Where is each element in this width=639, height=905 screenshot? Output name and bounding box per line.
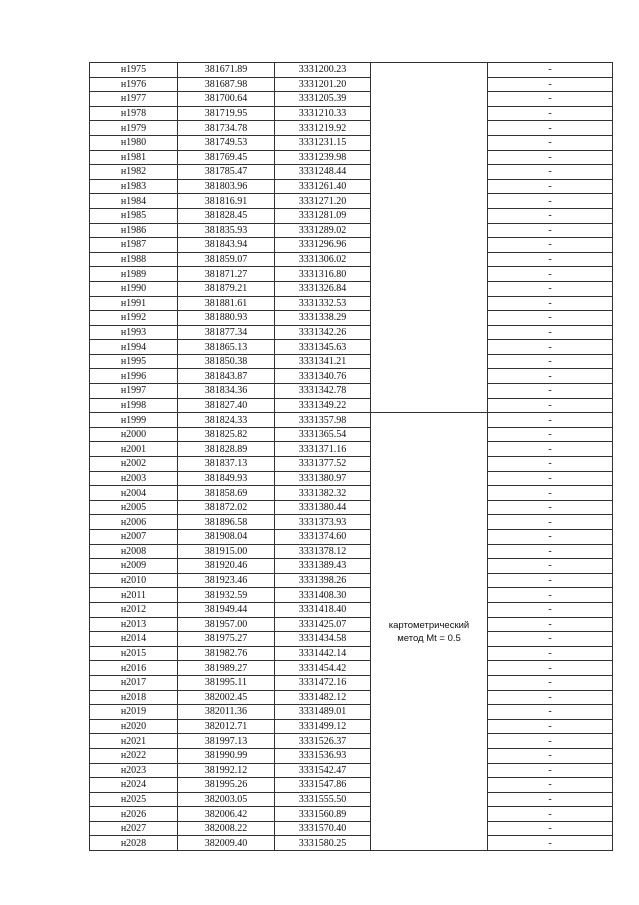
y-coordinate-cell: 3331261.40 xyxy=(275,179,371,194)
x-coordinate-cell: 381871.27 xyxy=(178,267,275,282)
point-id-cell: н2019 xyxy=(90,705,178,720)
note-cell: - xyxy=(488,690,613,705)
table-row xyxy=(90,763,613,778)
point-id-cell: н1977 xyxy=(90,92,178,107)
x-coordinate-cell: 381785.47 xyxy=(178,165,275,180)
note-cell: - xyxy=(488,821,613,836)
point-id-cell: н2028 xyxy=(90,836,178,851)
point-id-cell: н1999 xyxy=(90,413,178,428)
point-id-cell: н2001 xyxy=(90,442,178,457)
x-coordinate-cell: 381881.61 xyxy=(178,296,275,311)
y-coordinate-cell: 3331271.20 xyxy=(275,194,371,209)
y-coordinate-cell: 3331341.21 xyxy=(275,354,371,369)
method-cell xyxy=(371,63,488,413)
y-coordinate-cell: 3331231.15 xyxy=(275,135,371,150)
x-coordinate-cell: 381843.94 xyxy=(178,238,275,253)
y-coordinate-cell: 3331425.07 xyxy=(275,617,371,632)
note-cell: - xyxy=(488,500,613,515)
x-coordinate-cell: 381997.13 xyxy=(178,734,275,749)
x-coordinate-cell: 381859.07 xyxy=(178,252,275,267)
point-id-cell: н2022 xyxy=(90,748,178,763)
y-coordinate-cell: 3331326.84 xyxy=(275,281,371,296)
note-cell: - xyxy=(488,705,613,720)
table-row xyxy=(90,515,613,530)
table-row xyxy=(90,63,613,78)
x-coordinate-cell: 381769.45 xyxy=(178,150,275,165)
note-cell: - xyxy=(488,544,613,559)
x-coordinate-cell: 382012.71 xyxy=(178,719,275,734)
x-coordinate-cell: 381949.44 xyxy=(178,602,275,617)
y-coordinate-cell: 3331374.60 xyxy=(275,530,371,545)
point-id-cell: н2026 xyxy=(90,807,178,822)
note-cell: - xyxy=(488,734,613,749)
table-row xyxy=(90,92,613,107)
point-id-cell: н2024 xyxy=(90,778,178,793)
point-id-cell: н2007 xyxy=(90,530,178,545)
y-coordinate-cell: 3331365.54 xyxy=(275,427,371,442)
point-id-cell: н1996 xyxy=(90,369,178,384)
x-coordinate-cell: 381835.93 xyxy=(178,223,275,238)
note-cell: - xyxy=(488,602,613,617)
table-row xyxy=(90,208,613,223)
table-row xyxy=(90,778,613,793)
x-coordinate-cell: 382002.45 xyxy=(178,690,275,705)
point-id-cell: н2009 xyxy=(90,559,178,574)
x-coordinate-cell: 381880.93 xyxy=(178,311,275,326)
method-cell xyxy=(371,413,488,851)
table-row xyxy=(90,530,613,545)
table-row xyxy=(90,792,613,807)
y-coordinate-cell: 3331408.30 xyxy=(275,588,371,603)
point-id-cell: н1983 xyxy=(90,179,178,194)
x-coordinate-cell: 381700.64 xyxy=(178,92,275,107)
y-coordinate-cell: 3331373.93 xyxy=(275,515,371,530)
point-id-cell: н1975 xyxy=(90,63,178,78)
note-cell: - xyxy=(488,106,613,121)
table-row xyxy=(90,311,613,326)
y-coordinate-cell: 3331205.39 xyxy=(275,92,371,107)
table-row xyxy=(90,398,613,413)
note-cell: - xyxy=(488,748,613,763)
note-cell: - xyxy=(488,325,613,340)
x-coordinate-cell: 381849.93 xyxy=(178,471,275,486)
y-coordinate-cell: 3331296.96 xyxy=(275,238,371,253)
point-id-cell: н1979 xyxy=(90,121,178,136)
x-coordinate-cell: 381932.59 xyxy=(178,588,275,603)
point-id-cell: н2027 xyxy=(90,821,178,836)
x-coordinate-cell: 381749.53 xyxy=(178,135,275,150)
table-row xyxy=(90,384,613,399)
x-coordinate-cell: 381908.04 xyxy=(178,530,275,545)
point-id-cell: н1995 xyxy=(90,354,178,369)
coordinates-table xyxy=(89,62,613,851)
point-id-cell: н1988 xyxy=(90,252,178,267)
y-coordinate-cell: 3331200.23 xyxy=(275,63,371,78)
note-cell: - xyxy=(488,238,613,253)
y-coordinate-cell: 3331398.26 xyxy=(275,573,371,588)
point-id-cell: н2016 xyxy=(90,661,178,676)
y-coordinate-cell: 3331338.29 xyxy=(275,311,371,326)
point-id-cell: н1998 xyxy=(90,398,178,413)
x-coordinate-cell: 381920.46 xyxy=(178,559,275,574)
point-id-cell: н1997 xyxy=(90,384,178,399)
point-id-cell: н2015 xyxy=(90,646,178,661)
note-cell: - xyxy=(488,763,613,778)
table-row xyxy=(90,325,613,340)
table-row xyxy=(90,573,613,588)
table-row xyxy=(90,748,613,763)
note-cell: - xyxy=(488,63,613,78)
note-cell: - xyxy=(488,559,613,574)
point-id-cell: н1987 xyxy=(90,238,178,253)
note-cell: - xyxy=(488,486,613,501)
x-coordinate-cell: 381877.34 xyxy=(178,325,275,340)
x-coordinate-cell: 381975.27 xyxy=(178,632,275,647)
x-coordinate-cell: 381719.95 xyxy=(178,106,275,121)
note-cell: - xyxy=(488,632,613,647)
y-coordinate-cell: 3331380.97 xyxy=(275,471,371,486)
y-coordinate-cell: 3331434.58 xyxy=(275,632,371,647)
note-cell: - xyxy=(488,413,613,428)
table-row xyxy=(90,457,613,472)
note-cell: - xyxy=(488,135,613,150)
point-id-cell: н2020 xyxy=(90,719,178,734)
point-id-cell: н1985 xyxy=(90,208,178,223)
x-coordinate-cell: 381843.87 xyxy=(178,369,275,384)
point-id-cell: н2010 xyxy=(90,573,178,588)
y-coordinate-cell: 3331542.47 xyxy=(275,763,371,778)
note-cell: - xyxy=(488,354,613,369)
table-row xyxy=(90,369,613,384)
y-coordinate-cell: 3331210.33 xyxy=(275,106,371,121)
table-row xyxy=(90,690,613,705)
note-cell: - xyxy=(488,515,613,530)
y-coordinate-cell: 3331489.01 xyxy=(275,705,371,720)
x-coordinate-cell: 381834.36 xyxy=(178,384,275,399)
table-row xyxy=(90,340,613,355)
x-coordinate-cell: 381671.89 xyxy=(178,63,275,78)
table-row xyxy=(90,77,613,92)
point-id-cell: н1976 xyxy=(90,77,178,92)
table-row xyxy=(90,179,613,194)
note-cell: - xyxy=(488,573,613,588)
x-coordinate-cell: 381734.78 xyxy=(178,121,275,136)
y-coordinate-cell: 3331555.50 xyxy=(275,792,371,807)
note-cell: - xyxy=(488,340,613,355)
x-coordinate-cell: 381858.69 xyxy=(178,486,275,501)
note-cell: - xyxy=(488,442,613,457)
y-coordinate-cell: 3331340.76 xyxy=(275,369,371,384)
method-line: картометрический xyxy=(388,619,470,631)
x-coordinate-cell: 381915.00 xyxy=(178,544,275,559)
x-coordinate-cell: 381825.82 xyxy=(178,427,275,442)
x-coordinate-cell: 381957.00 xyxy=(178,617,275,632)
note-cell: - xyxy=(488,778,613,793)
y-coordinate-cell: 3331349.22 xyxy=(275,398,371,413)
method-line: метод Mt = 0.5 xyxy=(397,632,461,644)
point-id-cell: н1990 xyxy=(90,281,178,296)
x-coordinate-cell: 381850.38 xyxy=(178,354,275,369)
table-row xyxy=(90,442,613,457)
table-row xyxy=(90,500,613,515)
point-id-cell: н2025 xyxy=(90,792,178,807)
note-cell: - xyxy=(488,281,613,296)
y-coordinate-cell: 3331570.40 xyxy=(275,821,371,836)
table-row xyxy=(90,632,613,647)
table-row xyxy=(90,719,613,734)
table-row xyxy=(90,544,613,559)
x-coordinate-cell: 381990.99 xyxy=(178,748,275,763)
note-cell: - xyxy=(488,792,613,807)
y-coordinate-cell: 3331306.02 xyxy=(275,252,371,267)
point-id-cell: н1982 xyxy=(90,165,178,180)
y-coordinate-cell: 3331560.89 xyxy=(275,807,371,822)
point-id-cell: н2018 xyxy=(90,690,178,705)
note-cell: - xyxy=(488,369,613,384)
note-cell: - xyxy=(488,165,613,180)
table-row xyxy=(90,354,613,369)
note-cell: - xyxy=(488,617,613,632)
x-coordinate-cell: 381828.45 xyxy=(178,208,275,223)
table-row xyxy=(90,135,613,150)
note-cell: - xyxy=(488,92,613,107)
note-cell: - xyxy=(488,194,613,209)
y-coordinate-cell: 3331377.52 xyxy=(275,457,371,472)
y-coordinate-cell: 3331472.16 xyxy=(275,675,371,690)
point-id-cell: н2004 xyxy=(90,486,178,501)
y-coordinate-cell: 3331526.37 xyxy=(275,734,371,749)
note-cell: - xyxy=(488,675,613,690)
y-coordinate-cell: 3331357.98 xyxy=(275,413,371,428)
x-coordinate-cell: 381982.76 xyxy=(178,646,275,661)
y-coordinate-cell: 3331342.78 xyxy=(275,384,371,399)
table-row xyxy=(90,150,613,165)
note-cell: - xyxy=(488,311,613,326)
x-coordinate-cell: 381992.12 xyxy=(178,763,275,778)
point-id-cell: н2006 xyxy=(90,515,178,530)
table-row xyxy=(90,646,613,661)
x-coordinate-cell: 381865.13 xyxy=(178,340,275,355)
x-coordinate-cell: 381923.46 xyxy=(178,573,275,588)
y-coordinate-cell: 3331380.44 xyxy=(275,500,371,515)
note-cell: - xyxy=(488,530,613,545)
table-row xyxy=(90,807,613,822)
x-coordinate-cell: 381827.40 xyxy=(178,398,275,413)
table-row xyxy=(90,559,613,574)
note-cell: - xyxy=(488,646,613,661)
table-row xyxy=(90,281,613,296)
x-coordinate-cell: 382003.05 xyxy=(178,792,275,807)
point-id-cell: н1981 xyxy=(90,150,178,165)
table-row xyxy=(90,106,613,121)
x-coordinate-cell: 381872.02 xyxy=(178,500,275,515)
note-cell: - xyxy=(488,267,613,282)
point-id-cell: н2008 xyxy=(90,544,178,559)
point-id-cell: н2021 xyxy=(90,734,178,749)
note-cell: - xyxy=(488,150,613,165)
point-id-cell: н1978 xyxy=(90,106,178,121)
y-coordinate-cell: 3331248.44 xyxy=(275,165,371,180)
y-coordinate-cell: 3331499.12 xyxy=(275,719,371,734)
note-cell: - xyxy=(488,661,613,676)
x-coordinate-cell: 382009.40 xyxy=(178,836,275,851)
table-row xyxy=(90,471,613,486)
x-coordinate-cell: 381687.98 xyxy=(178,77,275,92)
x-coordinate-cell: 381837.13 xyxy=(178,457,275,472)
y-coordinate-cell: 3331580.25 xyxy=(275,836,371,851)
note-cell: - xyxy=(488,121,613,136)
y-coordinate-cell: 3331316.80 xyxy=(275,267,371,282)
y-coordinate-cell: 3331454.42 xyxy=(275,661,371,676)
x-coordinate-cell: 381879.21 xyxy=(178,281,275,296)
point-id-cell: н2000 xyxy=(90,427,178,442)
x-coordinate-cell: 381896.58 xyxy=(178,515,275,530)
table-row xyxy=(90,194,613,209)
note-cell: - xyxy=(488,179,613,194)
x-coordinate-cell: 381824.33 xyxy=(178,413,275,428)
y-coordinate-cell: 3331389.43 xyxy=(275,559,371,574)
note-cell: - xyxy=(488,471,613,486)
note-cell: - xyxy=(488,457,613,472)
table-row xyxy=(90,602,613,617)
note-cell: - xyxy=(488,427,613,442)
point-id-cell: н2017 xyxy=(90,675,178,690)
point-id-cell: н2014 xyxy=(90,632,178,647)
point-id-cell: н2011 xyxy=(90,588,178,603)
table-row xyxy=(90,165,613,180)
table-row xyxy=(90,661,613,676)
y-coordinate-cell: 3331239.98 xyxy=(275,150,371,165)
table-row xyxy=(90,705,613,720)
point-id-cell: н2005 xyxy=(90,500,178,515)
point-id-cell: н1989 xyxy=(90,267,178,282)
y-coordinate-cell: 3331536.93 xyxy=(275,748,371,763)
x-coordinate-cell: 381989.27 xyxy=(178,661,275,676)
note-cell: - xyxy=(488,296,613,311)
note-cell: - xyxy=(488,77,613,92)
x-coordinate-cell: 381803.96 xyxy=(178,179,275,194)
table-row xyxy=(90,121,613,136)
y-coordinate-cell: 3331442.14 xyxy=(275,646,371,661)
coordinates-table-body xyxy=(90,63,613,851)
table-row xyxy=(90,427,613,442)
note-cell: - xyxy=(488,588,613,603)
y-coordinate-cell: 3331382.32 xyxy=(275,486,371,501)
y-coordinate-cell: 3331371.16 xyxy=(275,442,371,457)
x-coordinate-cell: 381816.91 xyxy=(178,194,275,209)
y-coordinate-cell: 3331281.09 xyxy=(275,208,371,223)
point-id-cell: н2002 xyxy=(90,457,178,472)
note-cell: - xyxy=(488,208,613,223)
point-id-cell: н2013 xyxy=(90,617,178,632)
note-cell: - xyxy=(488,223,613,238)
table-row xyxy=(90,223,613,238)
note-cell: - xyxy=(488,807,613,822)
point-id-cell: н1993 xyxy=(90,325,178,340)
point-id-cell: н1994 xyxy=(90,340,178,355)
y-coordinate-cell: 3331219.92 xyxy=(275,121,371,136)
x-coordinate-cell: 381995.26 xyxy=(178,778,275,793)
point-id-cell: н1980 xyxy=(90,135,178,150)
table-row xyxy=(90,675,613,690)
point-id-cell: н2012 xyxy=(90,602,178,617)
table-row xyxy=(90,296,613,311)
x-coordinate-cell: 382011.36 xyxy=(178,705,275,720)
table-row xyxy=(90,413,613,428)
y-coordinate-cell: 3331289.02 xyxy=(275,223,371,238)
y-coordinate-cell: 3331547.86 xyxy=(275,778,371,793)
table-row xyxy=(90,617,613,632)
x-coordinate-cell: 382006.42 xyxy=(178,807,275,822)
y-coordinate-cell: 3331482.12 xyxy=(275,690,371,705)
point-id-cell: н1986 xyxy=(90,223,178,238)
table-row xyxy=(90,238,613,253)
note-cell: - xyxy=(488,252,613,267)
point-id-cell: н1992 xyxy=(90,311,178,326)
table-row xyxy=(90,486,613,501)
point-id-cell: н2003 xyxy=(90,471,178,486)
x-coordinate-cell: 382008.22 xyxy=(178,821,275,836)
point-id-cell: н2023 xyxy=(90,763,178,778)
y-coordinate-cell: 3331342.26 xyxy=(275,325,371,340)
note-cell: - xyxy=(488,384,613,399)
y-coordinate-cell: 3331201.20 xyxy=(275,77,371,92)
note-cell: - xyxy=(488,398,613,413)
table-row xyxy=(90,734,613,749)
table-row xyxy=(90,252,613,267)
table-row xyxy=(90,267,613,282)
note-cell: - xyxy=(488,836,613,851)
x-coordinate-cell: 381995.11 xyxy=(178,675,275,690)
y-coordinate-cell: 3331378.12 xyxy=(275,544,371,559)
y-coordinate-cell: 3331332.53 xyxy=(275,296,371,311)
point-id-cell: н1991 xyxy=(90,296,178,311)
note-cell: - xyxy=(488,719,613,734)
y-coordinate-cell: 3331418.40 xyxy=(275,602,371,617)
x-coordinate-cell: 381828.89 xyxy=(178,442,275,457)
table-row xyxy=(90,588,613,603)
table-row xyxy=(90,836,613,851)
y-coordinate-cell: 3331345.63 xyxy=(275,340,371,355)
table-row xyxy=(90,821,613,836)
point-id-cell: н1984 xyxy=(90,194,178,209)
